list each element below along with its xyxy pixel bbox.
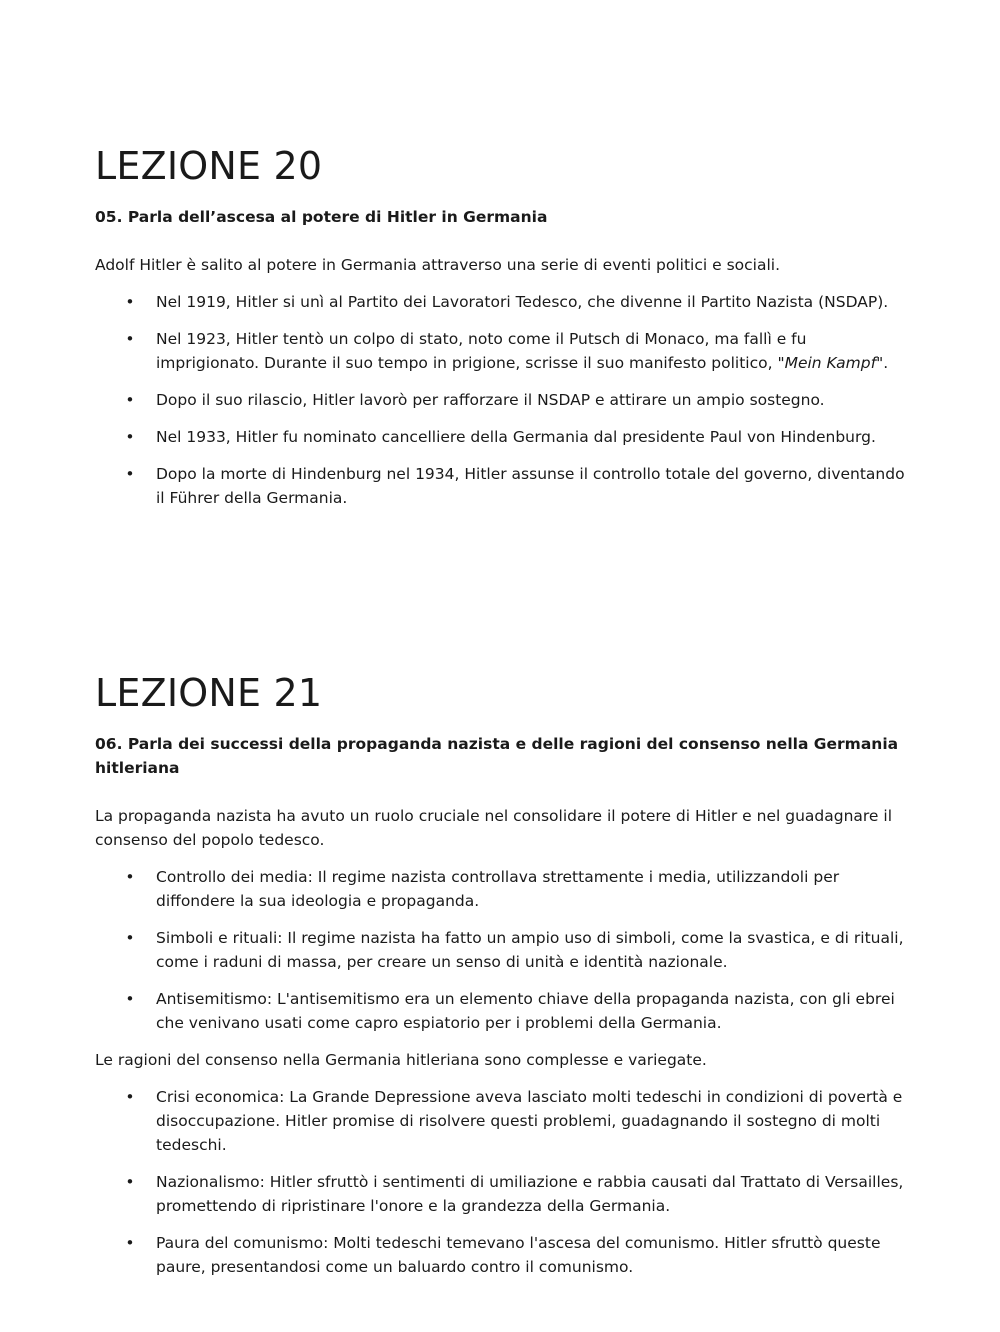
list-item — [95, 1085, 910, 1157]
book-title: Mein Kampf — [784, 354, 877, 372]
list-item-text: Dopo il suo rilascio, Hitler lavorò per rafforzare il NSDAP e attirare un ampio sostegno. — [156, 391, 825, 409]
list-item-text: Dopo la morte di Hindenburg nel 1934, Hitler assunse il controllo totale del governo, diventando il Führer della Germania. — [156, 465, 905, 507]
list-item — [95, 425, 910, 449]
list-item — [95, 1231, 910, 1279]
list-item — [95, 1170, 910, 1218]
bullet-icon: • — [125, 929, 135, 947]
list-item-text-before: Nel 1923, Hitler tentò un colpo di stato, noto come il Putsch di Monaco, ma fallì e fu imprigionato. Durante il suo tempo in prigione, scrisse il suo manifesto politico, " — [156, 330, 807, 372]
bullet-icon: • — [125, 465, 135, 483]
lesson-20-title: LEZIONE 20 — [95, 144, 323, 188]
bullet-icon: • — [125, 1234, 135, 1252]
list-item — [95, 462, 910, 510]
bullet-icon: • — [125, 391, 135, 409]
lesson-21-section — [95, 670, 910, 1292]
lesson-21-consensus-intro: Le ragioni del consenso nella Germania hitleriana sono complesse e variegate. — [95, 1051, 707, 1069]
lesson-21-intro: La propaganda nazista ha avuto un ruolo cruciale nel consolidare il potere di Hitler e nel guadagnare il consenso del popolo tedesco. — [95, 807, 893, 849]
bullet-icon: • — [125, 1088, 135, 1106]
lesson-21-title: LEZIONE 21 — [95, 671, 323, 715]
lesson-20-intro: Adolf Hitler è salito al potere in Germania attraverso una serie di eventi politici e sociali. — [95, 256, 781, 274]
list-item — [95, 290, 910, 314]
bullet-icon: • — [125, 990, 135, 1008]
list-item — [95, 865, 910, 913]
list-item — [95, 388, 910, 412]
list-item-text: Paura del comunismo: Molti tedeschi temevano l'ascesa del comunismo. Hitler sfruttò queste paure, presentandosi come un baluardo contro il comunismo. — [156, 1234, 881, 1276]
lesson-21-propaganda-list — [95, 865, 910, 1035]
lesson-20-bullet-list — [95, 290, 910, 510]
list-item — [95, 327, 910, 375]
bullet-icon: • — [125, 1173, 135, 1191]
list-item-text: Nazionalismo: Hitler sfruttò i sentimenti di umiliazione e rabbia causati dal Trattato di Versailles, promettendo di ripristinare l'onore e la grandezza della Germania. — [156, 1173, 904, 1215]
bullet-icon: • — [125, 293, 135, 311]
list-item-text: Nel 1933, Hitler fu nominato cancelliere della Germania dal presidente Paul von Hindenburg. — [156, 428, 876, 446]
lesson-20-question: 05. Parla dell’ascesa al potere di Hitler in Germania — [95, 208, 548, 226]
bullet-icon: • — [125, 868, 135, 886]
list-item — [95, 926, 910, 974]
list-item-text: Antisemitismo: L'antisemitismo era un elemento chiave della propaganda nazista, con gli ebrei che venivano usati come capro espiatorio per i problemi della Germania. — [156, 990, 895, 1032]
bullet-icon: • — [125, 330, 135, 348]
lesson-20-section — [95, 143, 910, 523]
list-item-text-after: ". — [876, 354, 889, 372]
lesson-21-question: 06. Parla dei successi della propaganda nazista e delle ragioni del consenso nella Germania hitleriana — [95, 735, 899, 777]
list-item-text: Controllo dei media: Il regime nazista controllava strettamente i media, utilizzandoli per diffondere la sua ideologia e propaganda. — [156, 868, 840, 910]
list-item-text: Crisi economica: La Grande Depressione aveva lasciato molti tedeschi in condizioni di povertà e disoccupazione. Hitler promise di risolvere questi problemi, guadagnando il sostegno di molti tedeschi. — [156, 1088, 903, 1154]
list-item-text: Nel 1919, Hitler si unì al Partito dei Lavoratori Tedesco, che divenne il Partito Nazista (NSDAP). — [156, 293, 889, 311]
list-item — [95, 987, 910, 1035]
lesson-21-consensus-list — [95, 1085, 910, 1279]
bullet-icon: • — [125, 428, 135, 446]
list-item-text: Simboli e rituali: Il regime nazista ha fatto un ampio uso di simboli, come la svastica, e di rituali, come i raduni di massa, per creare un senso di unità e identità nazionale. — [156, 929, 904, 971]
